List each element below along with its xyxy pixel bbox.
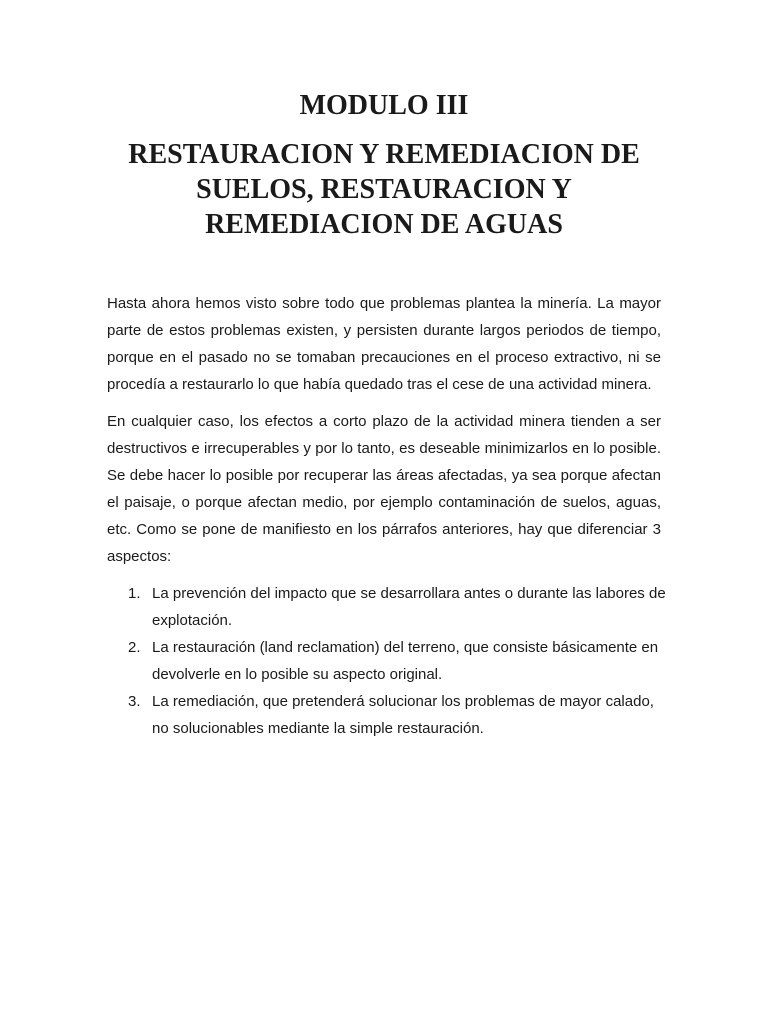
list-line: La restauración (land reclamation) del terreno, que consiste básicamente en bbox=[152, 639, 659, 656]
aspects-list bbox=[107, 580, 666, 742]
paragraph-line: parte de estos problemas existen, y persisten durante largos periodos de tiempo, bbox=[107, 322, 661, 339]
paragraph-line: aspectos: bbox=[107, 548, 172, 565]
list-line: devolverle en lo posible su aspecto original. bbox=[152, 666, 443, 683]
title-line: RESTAURACION Y REMEDIACION DE bbox=[128, 139, 640, 170]
paragraph-line: porque en el pasado no se tomaban precauciones en el proceso extractivo, ni se bbox=[107, 349, 661, 366]
paragraph-line: destructivos e irrecuperables y por lo tanto, es deseable minimizarlos en lo posible. bbox=[107, 440, 661, 457]
paragraph-intro bbox=[107, 290, 661, 398]
paragraph-line: Se debe hacer lo posible por recuperar las áreas afectadas, ya sea porque afectan bbox=[107, 467, 661, 484]
list-line: La remediación, que pretenderá solucionar los problemas de mayor calado, bbox=[152, 693, 654, 710]
list-line: La prevención del impacto que se desarrollara antes o durante las labores de bbox=[152, 585, 666, 602]
title-line: REMEDIACION DE AGUAS bbox=[205, 209, 563, 240]
paragraph-line: Hasta ahora hemos visto sobre todo que problemas plantea la minería. La mayor bbox=[107, 295, 661, 312]
list-line: no solucionables mediante la simple restauración. bbox=[152, 720, 484, 737]
list-line: explotación. bbox=[152, 612, 233, 629]
list-number: 1. bbox=[128, 585, 141, 602]
paragraph-effects bbox=[107, 408, 661, 570]
paragraph-line: el paisaje, o porque afectan medio, por ejemplo contaminación de suelos, aguas, bbox=[107, 494, 661, 511]
module-heading: MODULO III bbox=[299, 90, 469, 121]
list-number: 2. bbox=[128, 639, 141, 656]
document-title bbox=[84, 137, 684, 242]
list-item bbox=[107, 688, 661, 742]
title-line: SUELOS, RESTAURACION Y bbox=[196, 174, 572, 205]
list-item bbox=[107, 580, 666, 634]
paragraph-line: En cualquier caso, los efectos a corto plazo de la actividad minera tienden a ser bbox=[107, 413, 661, 430]
list-item bbox=[107, 634, 661, 688]
list-number: 3. bbox=[128, 693, 141, 710]
paragraph-line: procedía a restaurarlo lo que había quedado tras el cese de una actividad minera. bbox=[107, 376, 652, 393]
paragraph-line: etc. Como se pone de manifiesto en los párrafos anteriores, hay que diferenciar 3 bbox=[107, 521, 661, 538]
